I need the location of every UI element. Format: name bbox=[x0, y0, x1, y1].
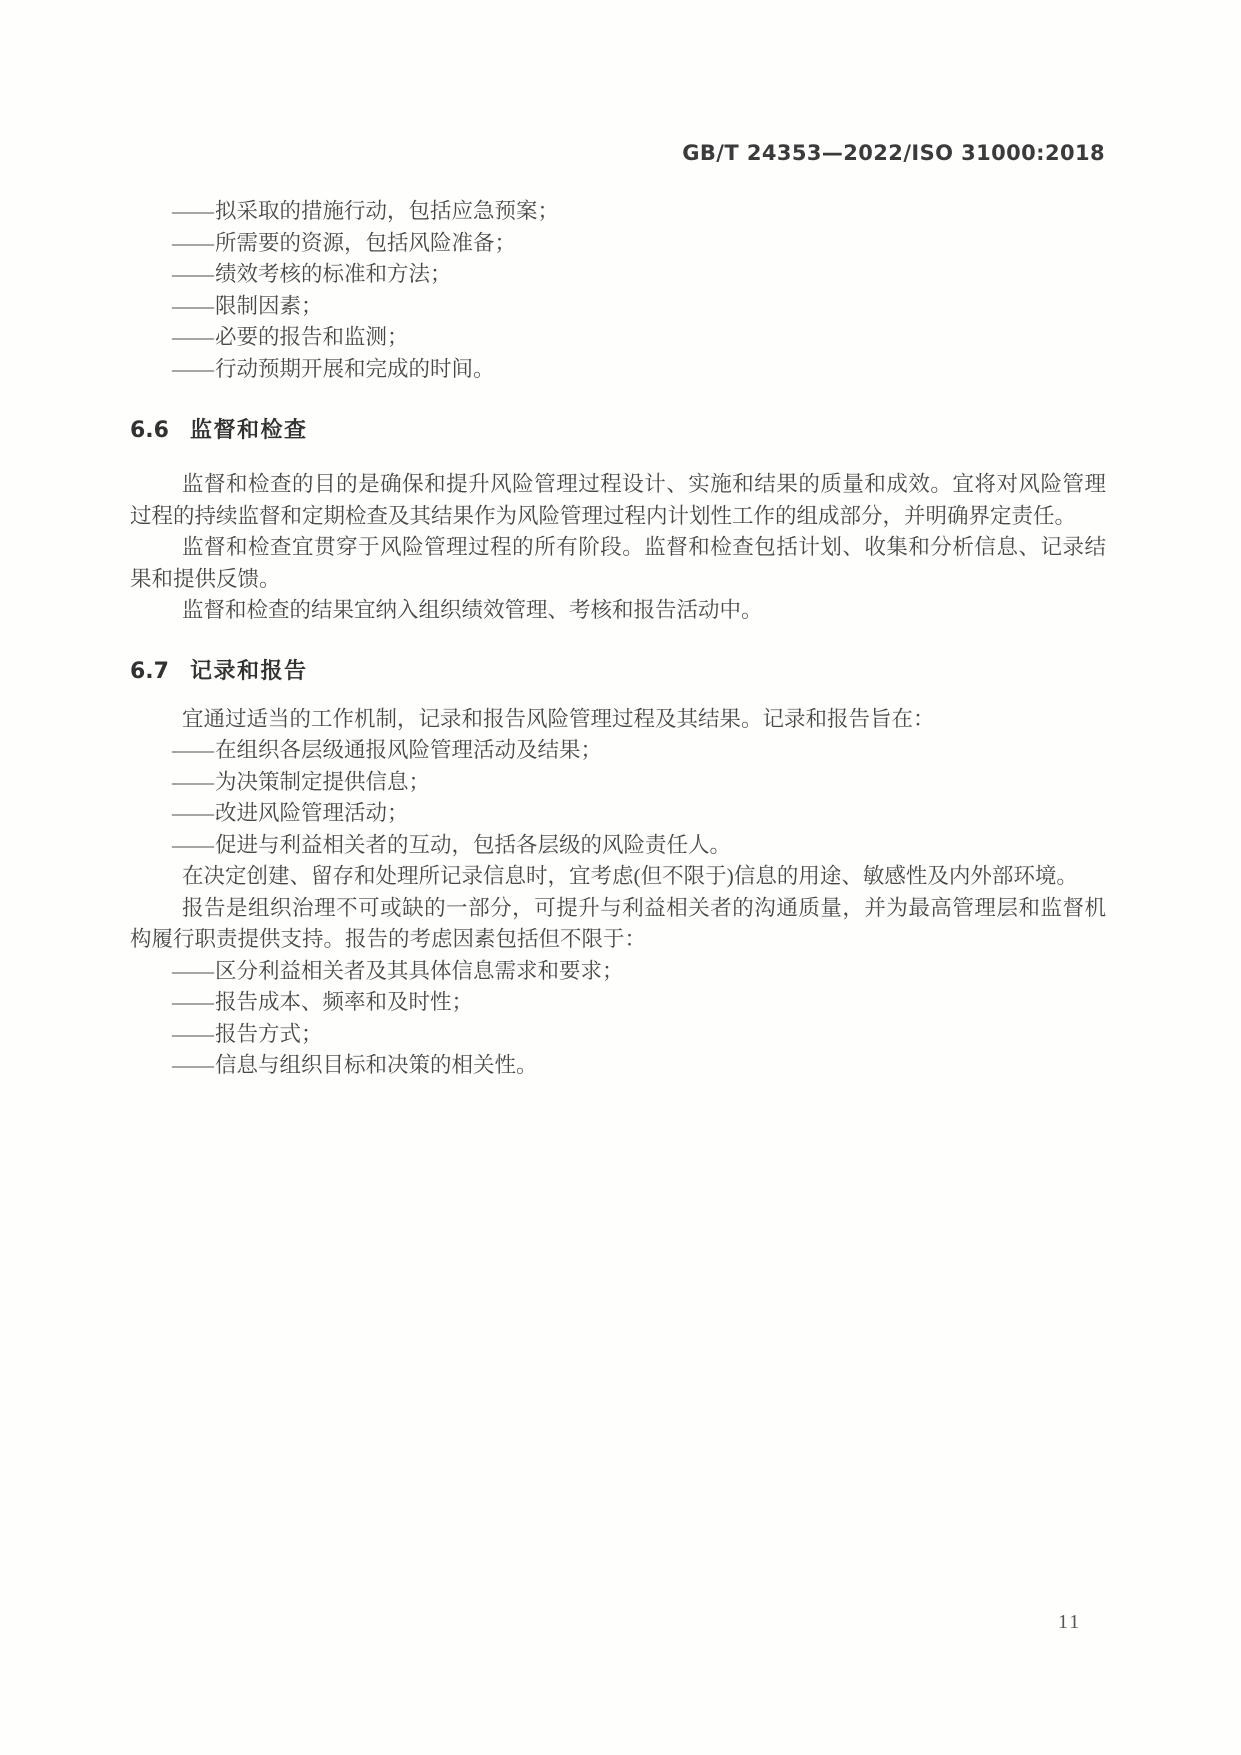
list-item bbox=[172, 830, 1106, 862]
list-dash: —— bbox=[172, 958, 213, 983]
list-dash: —— bbox=[172, 262, 213, 286]
list-item-text: 在组织各层级通报风险管理活动及结果； bbox=[215, 738, 603, 762]
list-dash: —— bbox=[172, 1021, 213, 1046]
list-item bbox=[172, 798, 1106, 830]
list-item bbox=[172, 322, 1106, 354]
list-item bbox=[172, 735, 1106, 767]
list-item-text: 信息与组织目标和决策的相关性。 bbox=[215, 1053, 538, 1077]
document-content bbox=[130, 196, 1106, 1082]
report-factors-list bbox=[130, 956, 1106, 1082]
list-dash: —— bbox=[172, 1053, 213, 1077]
list-dash: —— bbox=[172, 293, 213, 318]
list-dash: —— bbox=[172, 801, 213, 825]
list-item bbox=[172, 228, 1106, 260]
section-number: 6.7 bbox=[130, 658, 169, 684]
list-dash: —— bbox=[172, 230, 213, 255]
list-dash: —— bbox=[172, 356, 213, 381]
section-heading-6-7 bbox=[130, 657, 1106, 687]
section-heading-6-6 bbox=[130, 416, 1106, 446]
list-item-text: 所需要的资源，包括风险准备； bbox=[215, 230, 517, 255]
list-dash: —— bbox=[172, 738, 213, 762]
list-item bbox=[172, 956, 1106, 988]
list-item bbox=[172, 354, 1106, 386]
list-item bbox=[172, 987, 1106, 1019]
page-number: 11 bbox=[1058, 1611, 1082, 1633]
paragraph: 在决定创建、留存和处理所记录信息时，宜考虑(但不限于)信息的用途、敏感性及内外部环境。 bbox=[182, 864, 1078, 888]
paragraph: 监督和检查宜贯穿于风险管理过程的所有阶段。监督和检查包括计划、收集和分析信息、记录结果和提供反馈。 bbox=[130, 535, 1106, 591]
list-item bbox=[172, 259, 1106, 291]
list-dash: —— bbox=[172, 769, 213, 794]
list-item-text: 报告成本、频率和及时性； bbox=[215, 990, 474, 1014]
paragraph: 报告是组织治理不可或缺的一部分，可提升与利益相关者的沟通质量，并为最高管理层和监督机构履行职责提供支持。报告的考虑因素包括但不限于： bbox=[130, 895, 1106, 951]
list-dash: —— bbox=[172, 325, 213, 349]
list-item-text: 限制因素； bbox=[215, 293, 323, 318]
intro-list bbox=[130, 196, 1106, 385]
paragraph: 监督和检查的结果宜纳入组织绩效管理、考核和报告活动中。 bbox=[182, 598, 763, 622]
section-title: 监督和检查 bbox=[189, 418, 308, 443]
list-dash: —— bbox=[172, 990, 213, 1014]
recording-purposes-list bbox=[130, 735, 1106, 861]
list-item-text: 行动预期开展和完成的时间。 bbox=[215, 356, 495, 381]
list-item-text: 必要的报告和监测； bbox=[215, 325, 409, 349]
list-item bbox=[172, 1050, 1106, 1082]
list-item-text: 促进与利益相关者的互动，包括各层级的风险责任人。 bbox=[215, 832, 732, 857]
list-item-text: 拟采取的措施行动，包括应急预案； bbox=[215, 199, 560, 223]
list-item bbox=[172, 291, 1106, 323]
list-item-text: 区分利益相关者及其具体信息需求和要求； bbox=[215, 958, 624, 983]
section-number: 6.6 bbox=[130, 418, 169, 443]
list-item-text: 绩效考核的标准和方法； bbox=[215, 262, 452, 286]
list-item bbox=[172, 1019, 1106, 1051]
section-title: 记录和报告 bbox=[189, 658, 308, 684]
list-item-text: 报告方式； bbox=[215, 1021, 323, 1046]
list-item bbox=[172, 767, 1106, 799]
paragraph: 监督和检查的目的是确保和提升风险管理过程设计、实施和结果的质量和成效。宜将对风险管理过程的持续监督和定期检查及其结果作为风险管理过程内计划性工作的组成部分，并明确界定责任。 bbox=[130, 472, 1106, 528]
list-item-text: 改进风险管理活动； bbox=[215, 801, 409, 825]
list-item-text: 为决策制定提供信息； bbox=[215, 769, 431, 794]
list-item bbox=[172, 196, 1106, 228]
standard-code-header: GB/T 24353—2022/ISO 31000:2018 bbox=[682, 141, 1105, 165]
paragraph: 宜通过适当的工作机制，记录和报告风险管理过程及其结果。记录和报告旨在： bbox=[182, 706, 935, 731]
list-dash: —— bbox=[172, 199, 213, 223]
list-dash: —— bbox=[172, 832, 213, 857]
